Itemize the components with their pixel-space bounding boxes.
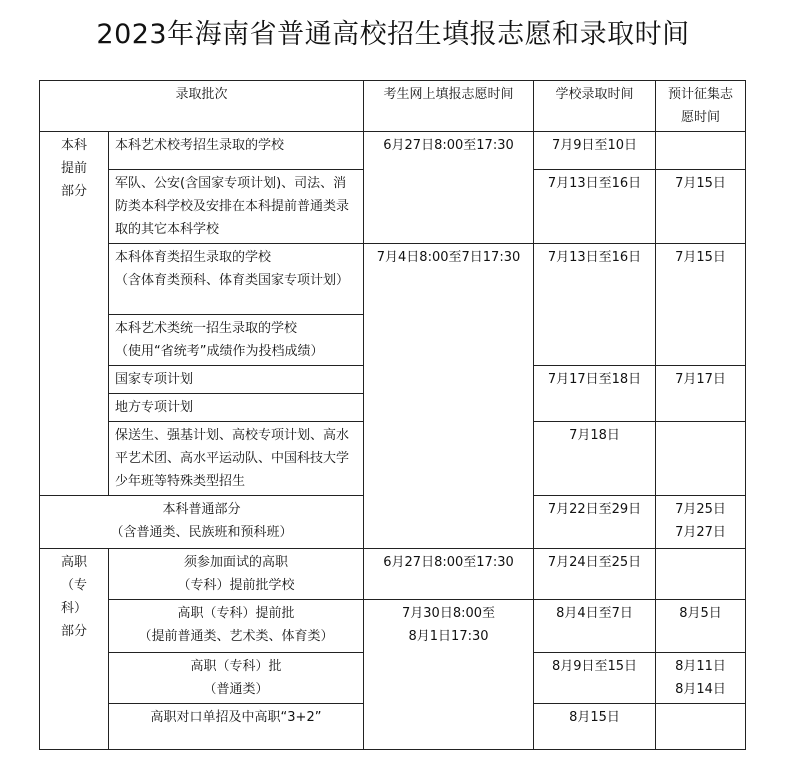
header-apply-time: 考生网上填报志愿时间 <box>364 81 534 132</box>
batch-cell: 高职对口单招及中高职“3+2” <box>109 704 364 750</box>
batch-cell: 本科艺术校考招生录取的学校 <box>109 132 364 170</box>
admit-time-cell: 7月24日至25日 <box>534 549 656 600</box>
admit-time-cell: 8月15日 <box>534 704 656 750</box>
batch-cell: 须参加面试的高职 （专科）提前批学校 <box>109 549 364 600</box>
supplement-time-cell: 8月5日 <box>656 600 746 653</box>
table-header-row <box>40 81 746 132</box>
apply-time-cell: 7月30日8:00至 8月1日17:30 <box>364 600 534 750</box>
supplement-time-cell <box>656 549 746 600</box>
batch-cell: 本科艺术类统一招生录取的学校 （使用“省统考”成绩作为投档成绩） <box>109 315 364 366</box>
page-title: 2023年海南省普通高校招生填报志愿和录取时间 <box>96 19 690 50</box>
admit-time-cell: 7月13日至16日 <box>534 170 656 244</box>
batch-cell: 本科体育类招生录取的学校 （含体育类预科、体育类国家专项计划） <box>109 244 364 315</box>
apply-time-cell: 6月27日8:00至17:30 <box>364 132 534 244</box>
batch-cell: 高职（专科）提前批 （提前普通类、艺术类、体育类） <box>109 600 364 653</box>
supplement-time-cell: 7月15日 <box>656 244 746 366</box>
header-batch: 录取批次 <box>40 81 364 132</box>
supplement-time-cell: 7月17日 <box>656 366 746 422</box>
table-row <box>40 549 746 600</box>
admit-time-cell: 7月9日至10日 <box>534 132 656 170</box>
admit-time-cell: 7月17日至18日 <box>534 366 656 422</box>
admit-time-cell: 7月13日至16日 <box>534 244 656 366</box>
section-vocational: 高职 （专 科） 部分 <box>40 549 109 750</box>
supplement-time-cell <box>656 132 746 170</box>
batch-cell: 保送生、强基计划、高校专项计划、高水平艺术团、高水平运动队、中国科技大学少年班等特殊类型招生 <box>109 422 364 496</box>
table-row <box>40 244 746 315</box>
supplement-time-cell: 7月25日 7月27日 <box>656 496 746 549</box>
batch-cell: 高职（专科）批 （普通类） <box>109 653 364 704</box>
batch-cell: 国家专项计划 <box>109 366 364 394</box>
table-row <box>40 600 746 653</box>
apply-time-cell: 7月4日8:00至7日17:30 <box>364 244 534 549</box>
header-admit-time: 学校录取时间 <box>534 81 656 132</box>
batch-cell: 地方专项计划 <box>109 394 364 422</box>
supplement-time-cell <box>656 704 746 750</box>
section-early-undergraduate: 本科 提前 部分 <box>40 132 109 496</box>
header-supplement-time: 预计征集志愿时间 <box>656 81 746 132</box>
admission-schedule-table <box>39 80 746 750</box>
supplement-time-cell: 7月15日 <box>656 170 746 244</box>
supplement-time-cell: 8月11日 8月14日 <box>656 653 746 704</box>
admit-time-cell: 7月22日至29日 <box>534 496 656 549</box>
admit-time-cell: 8月4日至7日 <box>534 600 656 653</box>
admit-time-cell: 8月9日至15日 <box>534 653 656 704</box>
admit-time-cell: 7月18日 <box>534 422 656 496</box>
table-row <box>40 132 746 170</box>
batch-cell: 本科普通部分 （含普通类、民族班和预科班） <box>40 496 364 549</box>
apply-time-cell: 6月27日8:00至17:30 <box>364 549 534 600</box>
supplement-time-cell <box>656 422 746 496</box>
batch-cell: 军队、公安(含国家专项计划)、司法、消防类本科学校及安排在本科提前普通类录取的其它本科学校 <box>109 170 364 244</box>
